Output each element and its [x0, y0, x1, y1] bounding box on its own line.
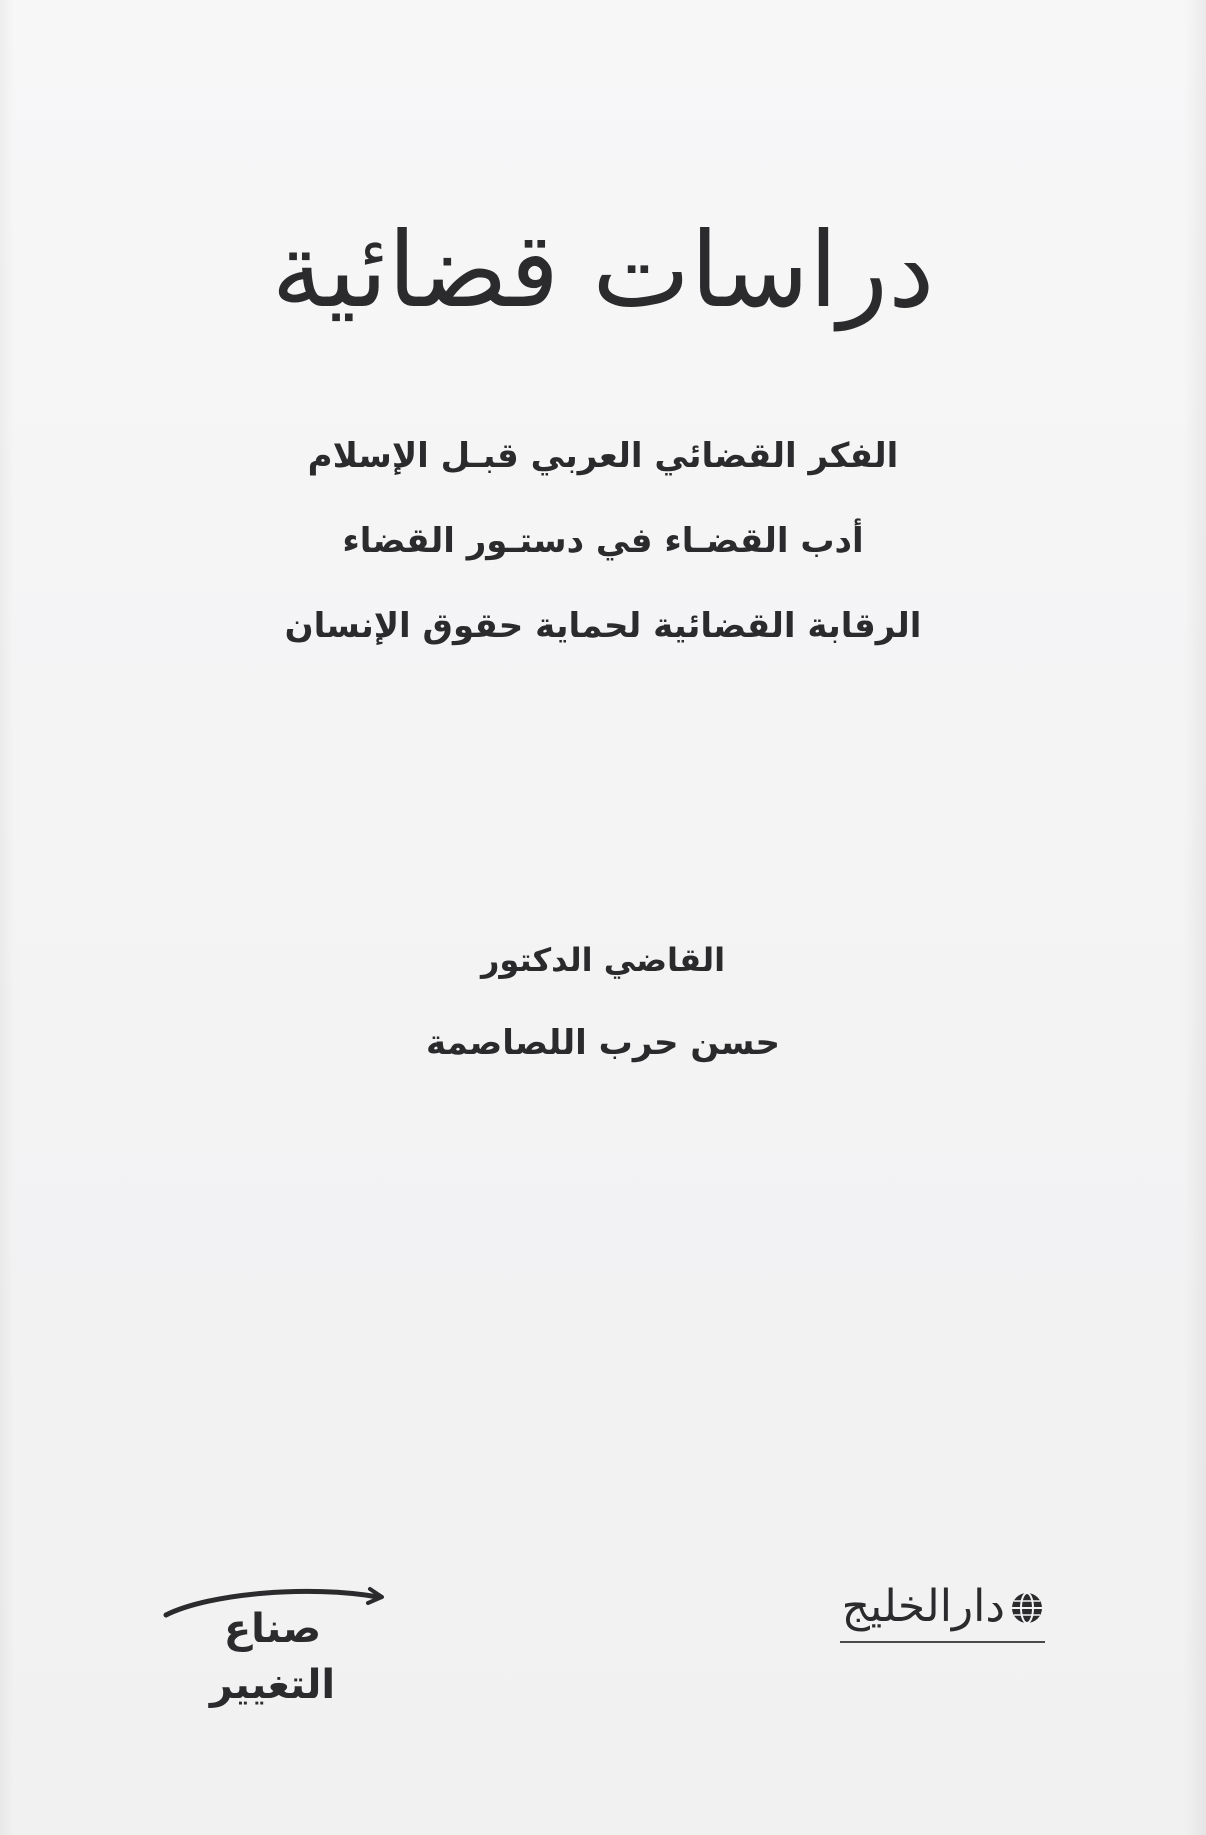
author-name: حسن حرب اللصاصمة — [425, 1023, 781, 1063]
subtitle-2: أدب القضـاء في دستـور القضاء — [342, 521, 864, 561]
publisher-underline — [840, 1641, 1045, 1643]
subtitle-1: الفكر القضائي العربي قبـل الإسلام — [307, 436, 899, 476]
book-title: دراسات قضائية — [271, 209, 935, 331]
series-name: صناع التغيير — [209, 1606, 336, 1708]
author-role: القاضي الدكتور — [480, 941, 726, 979]
publisher-name: دارالخليج — [841, 1581, 1005, 1632]
globe-icon — [1009, 1591, 1045, 1625]
publisher-logo — [840, 1575, 1045, 1645]
subtitle-3: الرقابة القضائية لحماية حقوق الإنسان — [284, 606, 922, 646]
series-logo — [160, 1583, 385, 1708]
